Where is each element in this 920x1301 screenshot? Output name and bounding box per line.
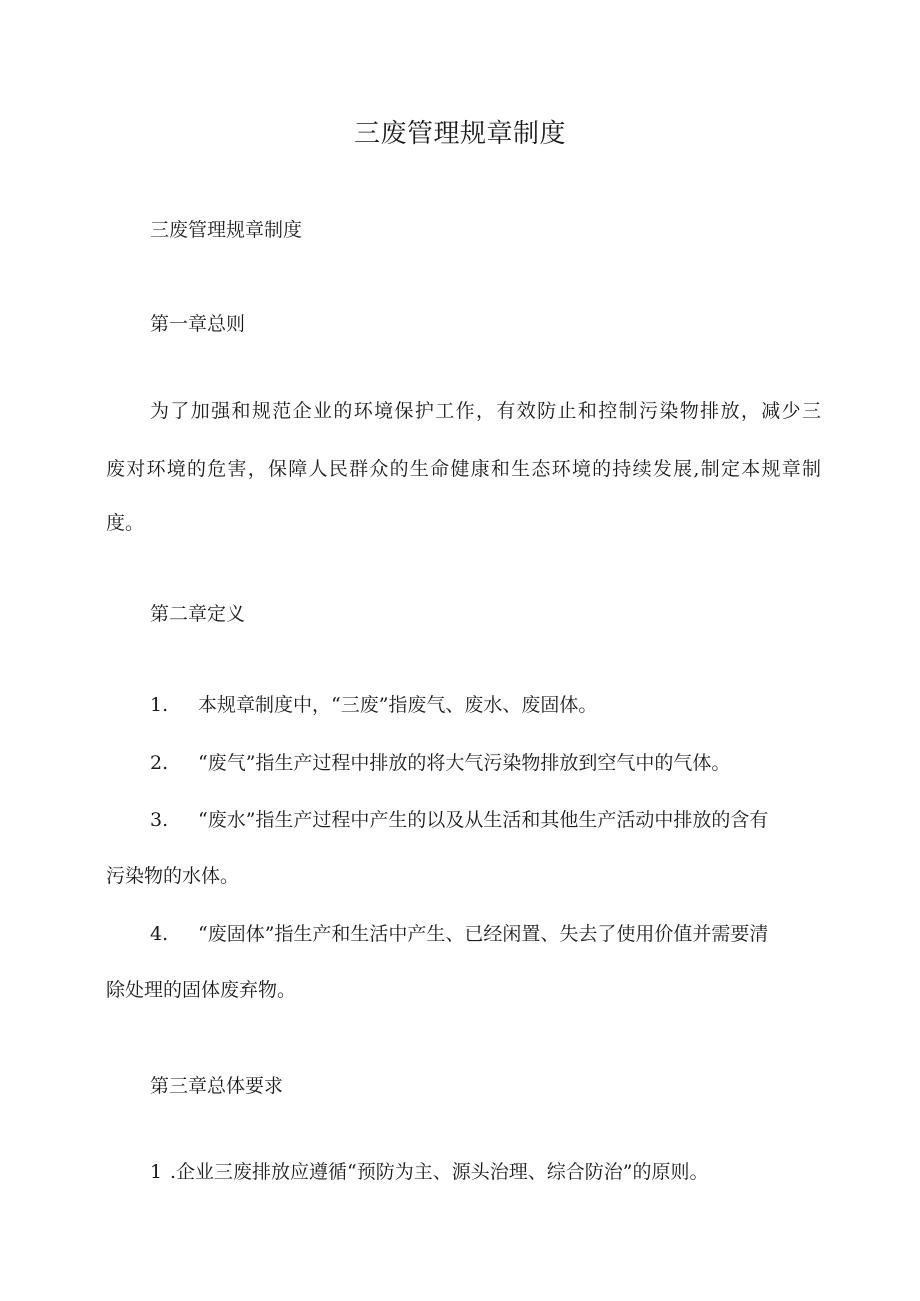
- definition-item: [106, 805, 865, 835]
- document-subtitle: 三废管理规章制度: [150, 219, 303, 241]
- chapter1-paragraph-line: 废对环境的危害，保障人民群众的生命健康和生态环境的持续发展,制定本规章制: [106, 458, 821, 480]
- document-title: 三废管理规章制度: [353, 119, 566, 149]
- chapter2-heading: 第二章定义: [150, 603, 246, 625]
- item-text: “废气”指生产过程中排放的将大气污染物排放到空气中的气体。: [198, 752, 731, 774]
- chapter1-paragraph-line: 为了加强和规范企业的环境保护工作，有效防止和控制污染物排放，减少三: [150, 400, 821, 422]
- chapter3-heading: 第三章总体要求: [150, 1075, 284, 1097]
- item-number: 4.: [150, 923, 169, 945]
- item-number: 1: [150, 1161, 163, 1183]
- item-text: “废固体”指生产和生活中产生、已经闲置、失去了使用价值并需要清: [198, 923, 769, 945]
- chapter1-paragraph-line: 度。: [106, 512, 145, 534]
- definition-item-continuation: 除处理的固体废弃物。: [106, 979, 297, 1001]
- item-text: 本规章制度中，“三废”指废气、废水、废固体。: [198, 694, 598, 716]
- item-number: 2.: [150, 752, 169, 774]
- requirement-item: [106, 1157, 865, 1187]
- chapter1-heading: 第一章总则: [150, 313, 246, 335]
- item-number: 1.: [150, 694, 169, 716]
- item-number: 3.: [150, 809, 169, 831]
- definition-item: [106, 748, 865, 778]
- item-text: .企业三废排放应遵循“预防为主、源头治理、综合防治”的原则。: [170, 1161, 709, 1183]
- definition-item: [106, 690, 865, 720]
- definition-item-continuation: 污染物的水体。: [106, 865, 240, 887]
- definition-item: [106, 919, 865, 949]
- item-text: “废水”指生产过程中产生的以及从生活和其他生产活动中排放的含有: [198, 809, 769, 831]
